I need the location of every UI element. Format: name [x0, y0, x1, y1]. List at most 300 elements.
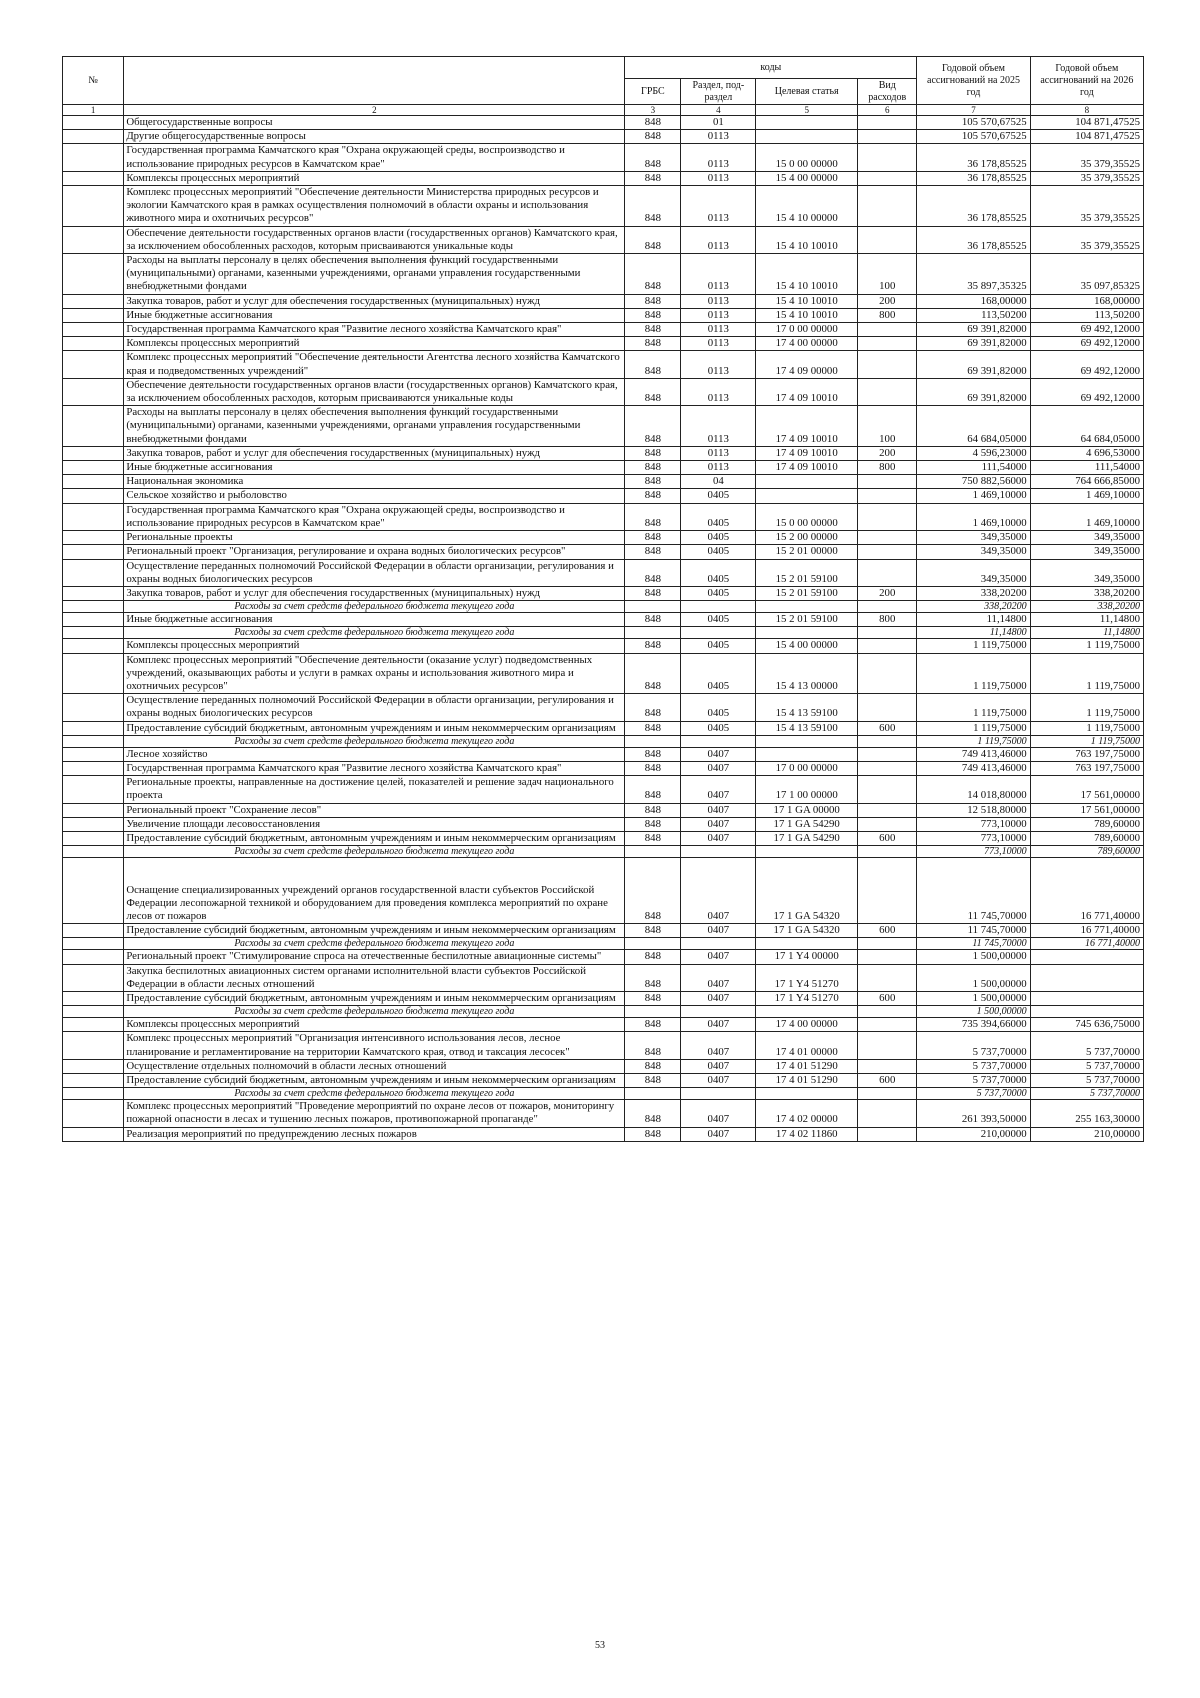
amount-2025-cell: 749 413,46000 — [917, 747, 1030, 761]
expense-type-cell: 200 — [858, 294, 917, 308]
amount-2026-cell — [1030, 991, 1143, 1005]
row-name-cell: Расходы за счет средств федерального бюджета текущего года — [124, 601, 625, 613]
amount-2026-cell: 5 737,70000 — [1030, 1088, 1143, 1100]
row-name-cell: Региональные проекты — [124, 531, 625, 545]
expense-type-cell: 600 — [858, 991, 917, 1005]
target-article-cell: 17 1 GA 54320 — [756, 858, 858, 924]
expense-type-cell: 600 — [858, 1073, 917, 1087]
row-number-cell — [63, 130, 124, 144]
row-number-cell — [63, 991, 124, 1005]
grbs-cell: 848 — [625, 639, 681, 653]
row-number-cell — [63, 639, 124, 653]
amount-2025-cell: 773,10000 — [917, 817, 1030, 831]
table-row — [63, 747, 1144, 761]
expense-type-cell — [858, 171, 917, 185]
target-article-cell: 17 4 01 51290 — [756, 1059, 858, 1073]
target-article-cell: 15 4 13 59100 — [756, 721, 858, 735]
row-number-cell — [63, 846, 124, 858]
federal-funds-row — [63, 627, 1144, 639]
amount-2026-cell: 5 737,70000 — [1030, 1032, 1143, 1059]
amount-2025-cell: 773,10000 — [917, 831, 1030, 845]
amount-2026-cell: 104 871,47525 — [1030, 116, 1143, 130]
row-number-cell — [63, 254, 124, 295]
grbs-cell: 848 — [625, 586, 681, 600]
row-number-cell — [63, 559, 124, 586]
razdel-cell: 0113 — [681, 130, 756, 144]
federal-funds-row — [63, 1088, 1144, 1100]
razdel-cell: 0407 — [681, 1073, 756, 1087]
expense-type-cell — [858, 186, 917, 227]
amount-2025-cell: 64 684,05000 — [917, 406, 1030, 447]
row-number-cell — [63, 964, 124, 991]
row-name-cell: Осуществление отдельных полномочий в области лесных отношений — [124, 1059, 625, 1073]
row-number-cell — [63, 351, 124, 378]
amount-2025-cell: 12 518,80000 — [917, 803, 1030, 817]
amount-2026-cell — [1030, 1006, 1143, 1018]
row-name-cell: Государственная программа Камчатского края "Охрана окружающей среды, воспроизводство и использование природных ресурсов в Камчатском крае" — [124, 503, 625, 530]
expense-type-cell — [858, 144, 917, 171]
target-article-cell: 17 1 Y4 51270 — [756, 964, 858, 991]
row-name-cell: Предоставление субсидий бюджетным, автономным учреждениям и иным некоммерческим организациям — [124, 991, 625, 1005]
expense-type-cell — [858, 116, 917, 130]
expense-type-cell: 600 — [858, 924, 917, 938]
grbs-cell: 848 — [625, 446, 681, 460]
target-article-cell: 17 1 GA 54290 — [756, 831, 858, 845]
grbs-cell: 848 — [625, 144, 681, 171]
row-name-cell: Расходы за счет средств федерального бюджета текущего года — [124, 846, 625, 858]
amount-2026-cell: 1 119,75000 — [1030, 639, 1143, 653]
row-number-cell — [63, 601, 124, 613]
razdel-cell: 0407 — [681, 950, 756, 964]
amount-2025-cell: 349,35000 — [917, 545, 1030, 559]
grbs-cell: 848 — [625, 694, 681, 721]
row-name-cell: Другие общегосударственные вопросы — [124, 130, 625, 144]
grbs-cell: 848 — [625, 803, 681, 817]
expense-type-cell — [858, 950, 917, 964]
target-article-cell: 17 1 GA 54290 — [756, 817, 858, 831]
expense-type-cell — [858, 489, 917, 503]
target-article-cell: 17 0 00 00000 — [756, 761, 858, 775]
grbs-cell: 848 — [625, 378, 681, 405]
row-name-cell: Иные бюджетные ассигнования — [124, 613, 625, 627]
amount-2026-cell: 168,00000 — [1030, 294, 1143, 308]
expense-type-cell — [858, 735, 917, 747]
grbs-cell: 848 — [625, 186, 681, 227]
expense-type-cell — [858, 627, 917, 639]
amount-2025-cell: 349,35000 — [917, 559, 1030, 586]
table-row — [63, 817, 1144, 831]
table-row — [63, 721, 1144, 735]
header-num: № — [63, 57, 124, 105]
grbs-cell: 848 — [625, 171, 681, 185]
amount-2026-cell: 789,60000 — [1030, 846, 1143, 858]
table-row — [63, 1032, 1144, 1059]
row-name-cell: Предоставление субсидий бюджетным, автономным учреждениям и иным некоммерческим организациям — [124, 721, 625, 735]
row-number-cell — [63, 1032, 124, 1059]
target-article-cell: 15 4 00 00000 — [756, 639, 858, 653]
grbs-cell: 848 — [625, 226, 681, 253]
row-name-cell: Расходы за счет средств федерального бюджета текущего года — [124, 1088, 625, 1100]
razdel-cell: 0407 — [681, 858, 756, 924]
grbs-cell: 848 — [625, 545, 681, 559]
row-name-cell: Расходы за счет средств федерального бюджета текущего года — [124, 735, 625, 747]
table-row — [63, 545, 1144, 559]
expense-type-cell — [858, 1059, 917, 1073]
table-row — [63, 1127, 1144, 1141]
amount-2025-cell: 5 737,70000 — [917, 1088, 1030, 1100]
target-article-cell: 17 4 00 00000 — [756, 1018, 858, 1032]
row-name-cell: Региональный проект "Стимулирование спроса на отечественные беспилотные авиационные системы" — [124, 950, 625, 964]
amount-2026-cell: 17 561,00000 — [1030, 776, 1143, 803]
row-number-cell — [63, 144, 124, 171]
amount-2026-cell: 69 492,12000 — [1030, 351, 1143, 378]
target-article-cell: 17 4 01 51290 — [756, 1073, 858, 1087]
target-article-cell: 17 4 09 10010 — [756, 461, 858, 475]
razdel-cell: 0407 — [681, 831, 756, 845]
table-row — [63, 531, 1144, 545]
grbs-cell: 848 — [625, 831, 681, 845]
amount-2026-cell: 17 561,00000 — [1030, 803, 1143, 817]
amount-2025-cell: 69 391,82000 — [917, 323, 1030, 337]
amount-2025-cell: 735 394,66000 — [917, 1018, 1030, 1032]
grbs-cell: 848 — [625, 503, 681, 530]
amount-2025-cell: 36 178,85525 — [917, 226, 1030, 253]
expense-type-cell — [858, 226, 917, 253]
razdel-cell — [681, 1006, 756, 1018]
row-name-cell: Расходы на выплаты персоналу в целях обеспечения выполнения функций государственными (муниципальными) органами, казенными учреждениями, органами управления государственными внебюджетными фондами — [124, 406, 625, 447]
page-number: 53 — [595, 1640, 605, 1651]
grbs-cell: 848 — [625, 653, 681, 694]
amount-2026-cell: 764 666,85000 — [1030, 475, 1143, 489]
amount-2026-cell: 111,54000 — [1030, 461, 1143, 475]
amount-2025-cell: 35 897,35325 — [917, 254, 1030, 295]
row-number-cell — [63, 627, 124, 639]
amount-2025-cell: 1 119,75000 — [917, 694, 1030, 721]
row-name-cell: Закупка товаров, работ и услуг для обеспечения государственных (муниципальных) нужд — [124, 586, 625, 600]
row-name-cell: Расходы за счет средств федерального бюджета текущего года — [124, 1006, 625, 1018]
row-name-cell: Увеличение площади лесовосстановления — [124, 817, 625, 831]
expense-type-cell — [858, 1006, 917, 1018]
expense-type-cell — [858, 761, 917, 775]
row-name-cell: Сельское хозяйство и рыболовство — [124, 489, 625, 503]
razdel-cell: 0405 — [681, 559, 756, 586]
razdel-cell: 0407 — [681, 1032, 756, 1059]
target-article-cell: 15 4 13 00000 — [756, 653, 858, 694]
row-number-cell — [63, 1073, 124, 1087]
table-row — [63, 116, 1144, 130]
row-name-cell: Расходы за счет средств федерального бюджета текущего года — [124, 938, 625, 950]
amount-2025-cell: 1 469,10000 — [917, 489, 1030, 503]
expense-type-cell — [858, 694, 917, 721]
federal-funds-row — [63, 846, 1144, 858]
expense-type-cell: 600 — [858, 721, 917, 735]
razdel-cell: 0407 — [681, 964, 756, 991]
row-name-cell: Комплексы процессных мероприятий — [124, 171, 625, 185]
row-number-cell — [63, 545, 124, 559]
grbs-cell — [625, 846, 681, 858]
grbs-cell: 848 — [625, 613, 681, 627]
target-article-cell: 15 4 13 59100 — [756, 694, 858, 721]
amount-2026-cell: 11,14800 — [1030, 627, 1143, 639]
budget-table — [62, 56, 1144, 1142]
target-article-cell — [756, 116, 858, 130]
razdel-cell: 04 — [681, 475, 756, 489]
amount-2026-cell: 1 469,10000 — [1030, 503, 1143, 530]
row-number-cell — [63, 831, 124, 845]
razdel-cell: 0407 — [681, 817, 756, 831]
razdel-cell: 0113 — [681, 378, 756, 405]
razdel-cell: 0405 — [681, 721, 756, 735]
razdel-cell: 0113 — [681, 294, 756, 308]
amount-2026-cell: 349,35000 — [1030, 545, 1143, 559]
row-name-cell: Предоставление субсидий бюджетным, автономным учреждениям и иным некоммерческим организациям — [124, 1073, 625, 1087]
razdel-cell: 01 — [681, 116, 756, 130]
table-row — [63, 308, 1144, 322]
razdel-cell: 0405 — [681, 586, 756, 600]
amount-2026-cell: 349,35000 — [1030, 559, 1143, 586]
grbs-cell: 848 — [625, 461, 681, 475]
grbs-cell: 848 — [625, 1032, 681, 1059]
grbs-cell: 848 — [625, 531, 681, 545]
target-article-cell: 15 4 10 10010 — [756, 308, 858, 322]
row-number-cell — [63, 1127, 124, 1141]
razdel-cell: 0113 — [681, 254, 756, 295]
table-row — [63, 475, 1144, 489]
row-number-cell — [63, 406, 124, 447]
target-article-cell: 15 2 01 59100 — [756, 559, 858, 586]
row-number-cell — [63, 337, 124, 351]
amount-2025-cell: 1 119,75000 — [917, 653, 1030, 694]
razdel-cell: 0407 — [681, 747, 756, 761]
amount-2026-cell: 763 197,75000 — [1030, 761, 1143, 775]
row-number-cell — [63, 803, 124, 817]
target-article-cell: 17 1 00 00000 — [756, 776, 858, 803]
grbs-cell — [625, 938, 681, 950]
table-row — [63, 950, 1144, 964]
razdel-cell: 0407 — [681, 1100, 756, 1127]
grbs-cell — [625, 1006, 681, 1018]
grbs-cell: 848 — [625, 1127, 681, 1141]
row-number-cell — [63, 446, 124, 460]
grbs-cell: 848 — [625, 721, 681, 735]
table-row — [63, 130, 1144, 144]
expense-type-cell — [858, 1032, 917, 1059]
amount-2025-cell: 261 393,50000 — [917, 1100, 1030, 1127]
table-row — [63, 761, 1144, 775]
target-article-cell — [756, 475, 858, 489]
row-name-cell: Расходы на выплаты персоналу в целях обеспечения выполнения функций государственными (муниципальными) органами, казенными учреждениями, органами управления государственными внебюджетными фондами — [124, 254, 625, 295]
expense-type-cell — [858, 1127, 917, 1141]
expense-type-cell — [858, 545, 917, 559]
amount-2025-cell: 5 737,70000 — [917, 1032, 1030, 1059]
razdel-cell: 0113 — [681, 144, 756, 171]
colnum: 1 — [63, 105, 124, 116]
row-number-cell — [63, 735, 124, 747]
table-header — [63, 57, 1144, 116]
amount-2025-cell: 105 570,67525 — [917, 116, 1030, 130]
amount-2026-cell: 16 771,40000 — [1030, 924, 1143, 938]
expense-type-cell — [858, 653, 917, 694]
target-article-cell — [756, 489, 858, 503]
grbs-cell: 848 — [625, 950, 681, 964]
grbs-cell: 848 — [625, 559, 681, 586]
amount-2025-cell: 1 500,00000 — [917, 950, 1030, 964]
grbs-cell: 848 — [625, 475, 681, 489]
amount-2025-cell: 11,14800 — [917, 613, 1030, 627]
expense-type-cell — [858, 503, 917, 530]
amount-2025-cell: 1 500,00000 — [917, 1006, 1030, 1018]
amount-2026-cell: 64 684,05000 — [1030, 406, 1143, 447]
row-number-cell — [63, 586, 124, 600]
amount-2026-cell: 745 636,75000 — [1030, 1018, 1143, 1032]
row-name-cell: Расходы за счет средств федерального бюджета текущего года — [124, 627, 625, 639]
target-article-cell: 15 4 10 00000 — [756, 186, 858, 227]
expense-type-cell — [858, 964, 917, 991]
amount-2025-cell: 1 469,10000 — [917, 503, 1030, 530]
row-name-cell: Комплексы процессных мероприятий — [124, 337, 625, 351]
amount-2025-cell: 14 018,80000 — [917, 776, 1030, 803]
table-row — [63, 803, 1144, 817]
expense-type-cell — [858, 1018, 917, 1032]
row-name-cell: Закупка беспилотных авиационных систем органами исполнительной власти субъектов Российской Федерации в области лесных отношений — [124, 964, 625, 991]
row-name-cell: Государственная программа Камчатского края "Развитие лесного хозяйства Камчатского края" — [124, 323, 625, 337]
grbs-cell: 848 — [625, 406, 681, 447]
expense-type-cell — [858, 531, 917, 545]
table-row — [63, 653, 1144, 694]
target-article-cell — [756, 938, 858, 950]
amount-2026-cell: 113,50200 — [1030, 308, 1143, 322]
grbs-cell: 848 — [625, 254, 681, 295]
target-article-cell — [756, 130, 858, 144]
row-number-cell — [63, 503, 124, 530]
federal-funds-row — [63, 938, 1144, 950]
target-article-cell: 17 1 Y4 51270 — [756, 991, 858, 1005]
table-row — [63, 694, 1144, 721]
razdel-cell: 0113 — [681, 323, 756, 337]
row-name-cell: Региональный проект "Организация, регулирование и охрана водных биологических ресурсов" — [124, 545, 625, 559]
row-number-cell — [63, 1088, 124, 1100]
grbs-cell: 848 — [625, 130, 681, 144]
target-article-cell — [756, 735, 858, 747]
header-razdel: Раздел, под-раздел — [681, 79, 756, 105]
row-number-cell — [63, 461, 124, 475]
row-number-cell — [63, 817, 124, 831]
amount-2026-cell: 35 379,35525 — [1030, 186, 1143, 227]
table-row — [63, 186, 1144, 227]
expense-type-cell — [858, 1088, 917, 1100]
amount-2026-cell: 16 771,40000 — [1030, 858, 1143, 924]
target-article-cell: 15 4 00 00000 — [756, 171, 858, 185]
amount-2025-cell: 5 737,70000 — [917, 1073, 1030, 1087]
colnum: 7 — [917, 105, 1030, 116]
expense-type-cell — [858, 803, 917, 817]
amount-2025-cell: 168,00000 — [917, 294, 1030, 308]
amount-2026-cell: 338,20200 — [1030, 586, 1143, 600]
colnum: 5 — [756, 105, 858, 116]
amount-2025-cell: 69 391,82000 — [917, 351, 1030, 378]
razdel-cell: 0113 — [681, 461, 756, 475]
amount-2025-cell: 113,50200 — [917, 308, 1030, 322]
amount-2025-cell: 5 737,70000 — [917, 1059, 1030, 1073]
razdel-cell — [681, 938, 756, 950]
grbs-cell: 848 — [625, 991, 681, 1005]
table-row — [63, 489, 1144, 503]
colnum: 2 — [124, 105, 625, 116]
header-target: Целевая статья — [756, 79, 858, 105]
amount-2025-cell: 210,00000 — [917, 1127, 1030, 1141]
target-article-cell: 17 1 GA 54320 — [756, 924, 858, 938]
row-name-cell: Комплекс процессных мероприятий "Проведение мероприятий по охране лесов от пожаров, мониторингу пожарной опасности в лесах и тушению лесных пожаров, противопожарной пропаганде" — [124, 1100, 625, 1127]
row-number-cell — [63, 924, 124, 938]
expense-type-cell: 800 — [858, 613, 917, 627]
colnum: 6 — [858, 105, 917, 116]
amount-2026-cell: 5 737,70000 — [1030, 1059, 1143, 1073]
expense-type-cell — [858, 337, 917, 351]
table-row — [63, 226, 1144, 253]
grbs-cell: 848 — [625, 351, 681, 378]
row-number-cell — [63, 531, 124, 545]
amount-2026-cell — [1030, 964, 1143, 991]
row-name-cell: Комплекс процессных мероприятий "Организация интенсивного использования лесов, лесное планирование и регламентирование на территории Камчатского края, отвод и таксация лесосек" — [124, 1032, 625, 1059]
razdel-cell: 0113 — [681, 186, 756, 227]
grbs-cell: 848 — [625, 489, 681, 503]
target-article-cell: 17 4 09 10010 — [756, 406, 858, 447]
row-name-cell: Региональный проект "Сохранение лесов" — [124, 803, 625, 817]
razdel-cell: 0407 — [681, 1018, 756, 1032]
row-number-cell — [63, 1059, 124, 1073]
table-row — [63, 1073, 1144, 1087]
grbs-cell: 848 — [625, 1059, 681, 1073]
amount-2025-cell: 36 178,85525 — [917, 144, 1030, 171]
amount-2026-cell: 210,00000 — [1030, 1127, 1143, 1141]
row-name-cell: Комплекс процессных мероприятий "Обеспечение деятельности (оказание услуг) подведомственных учреждений, оказывающих работы и услуги в рамках охраны и использования животного мира и охотничьих ресурсов" — [124, 653, 625, 694]
expense-type-cell — [858, 475, 917, 489]
amount-2025-cell: 69 391,82000 — [917, 337, 1030, 351]
amount-2025-cell: 750 882,56000 — [917, 475, 1030, 489]
expense-type-cell — [858, 858, 917, 924]
amount-2026-cell: 35 097,85325 — [1030, 254, 1143, 295]
row-name-cell: Комплекс процессных мероприятий "Обеспечение деятельности Агентства лесного хозяйства Камчатского края и подведомственных учреждений" — [124, 351, 625, 378]
razdel-cell: 0407 — [681, 761, 756, 775]
amount-2025-cell: 111,54000 — [917, 461, 1030, 475]
razdel-cell — [681, 627, 756, 639]
razdel-cell: 0405 — [681, 653, 756, 694]
amount-2026-cell: 338,20200 — [1030, 601, 1143, 613]
header-grbs: ГРБС — [625, 79, 681, 105]
grbs-cell: 848 — [625, 964, 681, 991]
amount-2026-cell: 35 379,35525 — [1030, 171, 1143, 185]
amount-2026-cell: 1 119,75000 — [1030, 694, 1143, 721]
grbs-cell — [625, 627, 681, 639]
expense-type-cell: 100 — [858, 254, 917, 295]
amount-2025-cell: 4 596,23000 — [917, 446, 1030, 460]
expense-type-cell: 800 — [858, 308, 917, 322]
expense-type-cell — [858, 323, 917, 337]
razdel-cell: 0405 — [681, 489, 756, 503]
target-article-cell: 15 0 00 00000 — [756, 144, 858, 171]
amount-2025-cell: 338,20200 — [917, 586, 1030, 600]
colnum: 8 — [1030, 105, 1143, 116]
row-name-cell: Осуществление переданных полномочий Российской Федерации в области организации, регулирования и охраны водных биологических ресурсов — [124, 559, 625, 586]
federal-funds-row — [63, 1006, 1144, 1018]
grbs-cell: 848 — [625, 337, 681, 351]
amount-2026-cell: 1 119,75000 — [1030, 653, 1143, 694]
row-number-cell — [63, 171, 124, 185]
target-article-cell: 17 4 09 00000 — [756, 351, 858, 378]
row-name-cell: Национальная экономика — [124, 475, 625, 489]
row-number-cell — [63, 858, 124, 924]
target-article-cell: 15 2 00 00000 — [756, 531, 858, 545]
